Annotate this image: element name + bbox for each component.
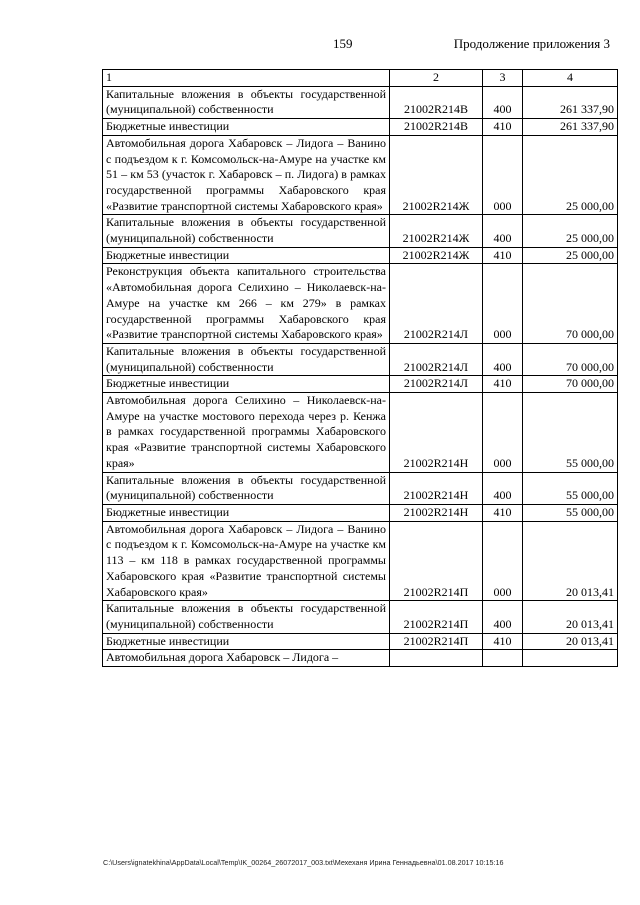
row-code-cell: 21002R214Ж <box>390 215 483 247</box>
row-code-cell: 21002R214В <box>390 119 483 136</box>
row-name-cell: Автомобильная дорога Хабаровск – Лидога – Ванино с подъездом к г. Комсомольск-на-Амуре на участке км 51 – км 53 (участок г. Хабаровск – п. Лидога) в рамках государственной программы Хабаровского края «Развитие транспортной системы Хабаровского края» <box>103 135 390 215</box>
table-row <box>103 135 618 215</box>
row-type-cell: 410 <box>483 633 523 650</box>
table-row <box>103 247 618 264</box>
row-code-cell: 21002R214Л <box>390 376 483 393</box>
row-name-cell: Автомобильная дорога Хабаровск – Лидога – Ванино с подъездом к г. Комсомольск-на-Амуре на участке км 113 – км 118 в рамках государственной программы Хабаровского края «Развитие транспортной системы Хабаровского края» <box>103 521 390 601</box>
row-type-cell: 000 <box>483 521 523 601</box>
column-header-2: 2 <box>390 70 483 87</box>
row-type-cell: 410 <box>483 119 523 136</box>
row-type-cell: 400 <box>483 343 523 375</box>
column-header-4: 4 <box>523 70 618 87</box>
row-type-cell: 400 <box>483 215 523 247</box>
row-code-cell: 21002R214Н <box>390 472 483 504</box>
row-type-cell: 410 <box>483 247 523 264</box>
row-amount-cell: 70 000,00 <box>523 343 618 375</box>
page-number: 159 <box>333 36 353 51</box>
row-amount-cell: 70 000,00 <box>523 376 618 393</box>
table-row <box>103 393 618 473</box>
row-type-cell: 000 <box>483 135 523 215</box>
row-code-cell: 21002R214П <box>390 633 483 650</box>
continuation-label: Продолжение приложения 3 <box>453 36 610 51</box>
row-amount-cell: 20 013,41 <box>523 601 618 633</box>
row-type-cell: 410 <box>483 376 523 393</box>
row-name-cell: Бюджетные инвестиции <box>103 119 390 136</box>
row-type-cell: 000 <box>483 393 523 473</box>
row-code-cell: 21002R214Л <box>390 264 483 344</box>
row-code-cell: 21002R214Н <box>390 393 483 473</box>
row-amount-cell: 55 000,00 <box>523 472 618 504</box>
table-body <box>103 70 618 667</box>
row-amount-cell: 25 000,00 <box>523 135 618 215</box>
column-header-1: 1 <box>103 70 390 87</box>
row-amount-cell <box>523 650 618 667</box>
row-code-cell <box>390 650 483 667</box>
table-row <box>103 119 618 136</box>
row-type-cell: 000 <box>483 264 523 344</box>
row-code-cell: 21002R214Л <box>390 343 483 375</box>
row-name-cell: Капитальные вложения в объекты государственной (муниципальной) собственности <box>103 601 390 633</box>
row-code-cell: 21002R214Н <box>390 504 483 521</box>
row-amount-cell: 20 013,41 <box>523 521 618 601</box>
table-row <box>103 601 618 633</box>
table-row <box>103 376 618 393</box>
row-name-cell: Автомобильная дорога Хабаровск – Лидога – <box>103 650 390 667</box>
row-type-cell: 400 <box>483 601 523 633</box>
row-name-cell: Капитальные вложения в объекты государственной (муниципальной) собственности <box>103 472 390 504</box>
table-row <box>103 650 618 667</box>
table-row <box>103 215 618 247</box>
row-amount-cell: 25 000,00 <box>523 247 618 264</box>
row-amount-cell: 55 000,00 <box>523 393 618 473</box>
row-type-cell: 410 <box>483 504 523 521</box>
row-amount-cell: 70 000,00 <box>523 264 618 344</box>
row-name-cell: Бюджетные инвестиции <box>103 633 390 650</box>
row-amount-cell: 261 337,90 <box>523 86 618 118</box>
row-name-cell: Реконструкция объекта капитального строительства «Автомобильная дорога Селихино – Николаевск-на-Амуре на участке км 266 – км 279» в рамках государственной программы Хабаровского края «Развитие транспортной системы Хабаровского края» <box>103 264 390 344</box>
row-amount-cell: 55 000,00 <box>523 504 618 521</box>
row-type-cell: 400 <box>483 472 523 504</box>
row-code-cell: 21002R214В <box>390 86 483 118</box>
table-row <box>103 633 618 650</box>
table-header-row <box>103 70 618 87</box>
column-header-3: 3 <box>483 70 523 87</box>
row-code-cell: 21002R214П <box>390 521 483 601</box>
table-row <box>103 472 618 504</box>
row-name-cell: Капитальные вложения в объекты государственной (муниципальной) собственности <box>103 86 390 118</box>
row-name-cell: Капитальные вложения в объекты государственной (муниципальной) собственности <box>103 215 390 247</box>
row-name-cell: Бюджетные инвестиции <box>103 376 390 393</box>
row-name-cell: Бюджетные инвестиции <box>103 247 390 264</box>
row-amount-cell: 261 337,90 <box>523 119 618 136</box>
table-row <box>103 264 618 344</box>
row-amount-cell: 25 000,00 <box>523 215 618 247</box>
table-row <box>103 521 618 601</box>
row-type-cell: 400 <box>483 86 523 118</box>
table-row <box>103 86 618 118</box>
row-name-cell: Автомобильная дорога Селихино – Николаевск-на-Амуре на участке мостового перехода через р. Кенжа в рамках государственной программы Хабаровского края «Развитие транспортной системы Хабаровского края» <box>103 393 390 473</box>
row-type-cell <box>483 650 523 667</box>
footer-file-path: C:\Users\ignatekhina\AppData\Local\Temp\IK_00264_26072017_003.txt\Мехеханя Ирина Геннадьевна\01.08.2017 10:15:16 <box>103 858 504 867</box>
budget-table <box>102 69 618 667</box>
row-code-cell: 21002R214Ж <box>390 135 483 215</box>
table-row <box>103 343 618 375</box>
row-name-cell: Капитальные вложения в объекты государственной (муниципальной) собственности <box>103 343 390 375</box>
row-code-cell: 21002R214П <box>390 601 483 633</box>
row-amount-cell: 20 013,41 <box>523 633 618 650</box>
row-name-cell: Бюджетные инвестиции <box>103 504 390 521</box>
table-row <box>103 504 618 521</box>
row-code-cell: 21002R214Ж <box>390 247 483 264</box>
